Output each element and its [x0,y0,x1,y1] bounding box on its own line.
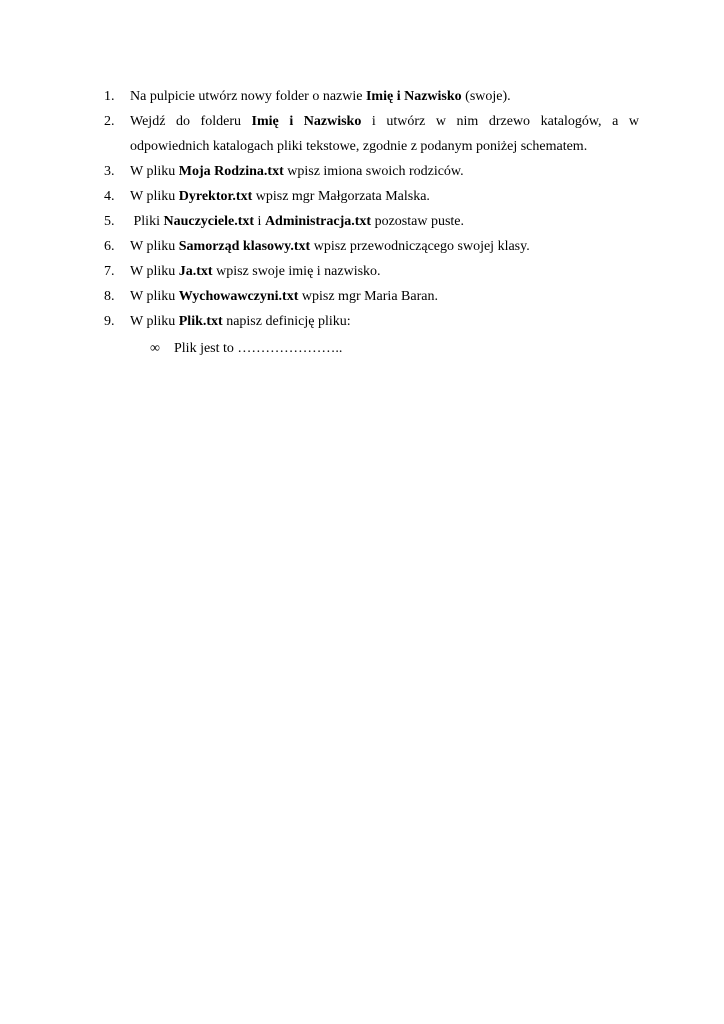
text-run: wpisz swoje imię i nazwisko. [212,264,381,279]
bold-text: Imię i Nazwisko [365,89,462,104]
item-text-continuation: odpowiednich katalogach pliki tekstowe, zgodnie z podanym poniżej schematem. [130,139,588,154]
text-run: pozostaw puste. [371,214,465,229]
sub-item-text: Plik jest to ………………….. [174,341,343,356]
item-text [130,284,639,309]
bold-text: Moja Rodzina.txt [178,164,284,179]
list-item [0,184,724,209]
text-run: W pliku [130,289,179,304]
item-text [130,184,639,209]
sub-list-item [0,336,724,361]
item-text [130,259,639,284]
text-run: (swoje). [461,89,511,104]
list-item [0,234,724,259]
item-text [130,234,639,259]
text-run: wpisz przewodniczącego swojej klasy. [310,239,530,254]
bold-text: Nauczyciele.txt [163,214,255,229]
text-run: W pliku [130,239,179,254]
text-run: wpisz mgr Małgorzata Malska. [252,189,430,204]
list-item [0,309,724,334]
bold-text: Imię i Nazwisko [251,114,362,129]
item-number: 1. [104,89,115,104]
item-number: 6. [104,239,115,254]
text-run: Na pulpicie utwórz nowy folder o nazwie [130,89,366,104]
text-run: Wejdź do folderu [130,114,252,129]
text-run: i [254,214,265,229]
item-text [130,159,639,184]
item-number: 9. [104,314,115,329]
text-run: Pliki [130,214,164,229]
list-item [0,159,724,184]
list-item [0,109,724,159]
infinity-bullet-icon: ∞ [150,341,160,356]
bold-text: Samorząd klasowy.txt [178,239,311,254]
item-number: 8. [104,289,115,304]
bold-text: Wychowawczyni.txt [178,289,299,304]
list-item [0,284,724,309]
text-run: i utwórz w nim drzewo katalogów, a w [361,114,639,129]
text-run: napisz definicję pliku: [222,314,351,329]
item-text [130,109,639,134]
bold-text: Plik.txt [178,314,223,329]
item-number: 3. [104,164,115,179]
text-run: W pliku [130,264,179,279]
bold-text: Administracja.txt [264,214,372,229]
list-item [0,259,724,284]
item-number: 5. [104,214,115,229]
item-number: 4. [104,189,115,204]
item-text [130,84,639,109]
list-item [0,84,724,109]
text-run: wpisz mgr Maria Baran. [298,289,438,304]
item-number: 7. [104,264,115,279]
item-text [130,309,639,334]
item-number: 2. [104,114,115,129]
text-run: W pliku [130,164,179,179]
text-run: W pliku [130,189,179,204]
instruction-list [0,84,724,334]
item-text [130,209,639,234]
bold-text: Ja.txt [178,264,213,279]
list-item [0,209,724,234]
text-run: wpisz imiona swoich rodziców. [283,164,464,179]
text-run: W pliku [130,314,179,329]
bold-text: Dyrektor.txt [178,189,253,204]
